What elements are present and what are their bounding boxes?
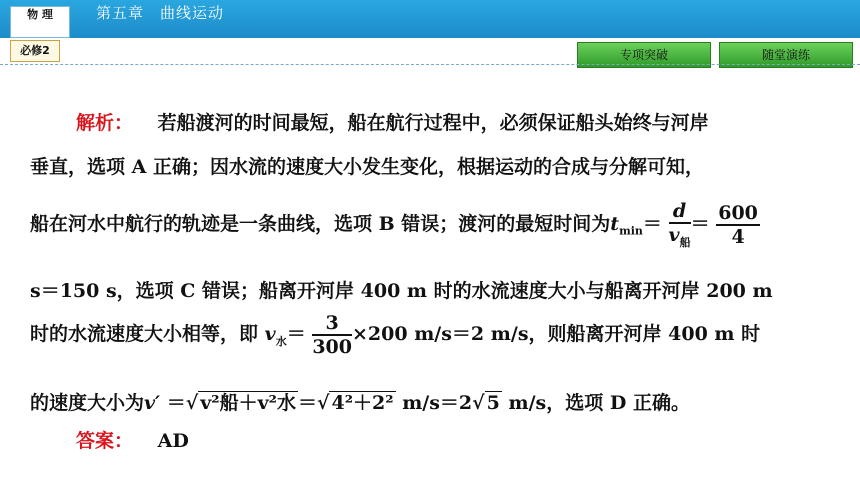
line-6-text-c: m/s，选项 D 正确。 — [508, 392, 690, 414]
sqrt-2: 4²＋2² — [331, 392, 394, 414]
header-bar — [0, 0, 860, 38]
line-6 — [30, 388, 690, 415]
subject-label: 物 理 — [27, 8, 53, 21]
answer-value: AD — [157, 430, 189, 452]
t-subscript: min — [619, 224, 643, 238]
sqrt-sign-1: √ — [185, 392, 199, 414]
header-divider — [0, 64, 860, 65]
fraction-300: 300 — [312, 336, 352, 358]
equals-3: ＝ — [286, 323, 306, 345]
sqrt-1: v²船＋v²水 — [200, 392, 296, 414]
line-6-text-a: 的速度大小为 — [30, 392, 145, 414]
line-1 — [30, 108, 709, 135]
line-6-text-b: m/s＝2 — [402, 392, 473, 414]
line-2: 垂直，选项 A 正确；因水流的速度大小发生变化，根据运动的合成与分解可知， — [30, 156, 704, 178]
fraction-d-over-v — [669, 200, 691, 250]
analysis-label: 解析： — [76, 112, 134, 134]
fraction-4: 4 — [731, 225, 745, 248]
line-5 — [30, 312, 760, 358]
fraction-numerator: d — [672, 200, 687, 222]
line-3-text: 船在河水中航行的轨迹是一条曲线，选项 B 错误；渡河的最短时间为 — [30, 212, 611, 235]
line-3 — [30, 200, 760, 250]
fraction-denominator: v — [668, 224, 680, 246]
line-5-text-a: 时的水流速度大小相等，即 — [30, 323, 259, 345]
fraction-3: 3 — [312, 312, 352, 336]
v-water: v — [264, 323, 276, 345]
equals-2: ＝ — [690, 212, 710, 235]
chapter-title: 第五章 曲线运动 — [96, 4, 225, 22]
equals-1: ＝ — [642, 212, 662, 235]
line-4: s＝150 s，选项 C 错误；船离开河岸 400 m 时的水流速度大小与船离开河岸 200 m — [30, 280, 773, 302]
sqrt-sign-2: √ — [316, 392, 330, 414]
answer-label: 答案： — [76, 430, 134, 452]
fraction-denominator-sub: 船 — [679, 235, 691, 249]
fraction-600-over-4 — [716, 202, 760, 248]
equals-4: ＝ — [166, 392, 186, 414]
sqrt-3: 5 — [486, 392, 500, 414]
sqrt-sign-3: √ — [472, 392, 485, 414]
answer-line — [30, 426, 189, 453]
fraction-3-over-300 — [312, 312, 352, 358]
line-5-text-b: ×200 m/s＝2 m/s，则船离开河岸 400 m 时 — [352, 323, 761, 345]
book-label: 必修2 — [10, 40, 60, 62]
v-water-sub: 水 — [275, 334, 287, 348]
fraction-600: 600 — [718, 201, 758, 224]
nav-button-practice[interactable]: 随堂演练 — [719, 42, 853, 68]
subject-tag — [10, 6, 70, 38]
line-1-text: 若船渡河的时间最短，船在航行过程中，必须保证船头始终与河岸 — [157, 112, 709, 134]
v-prime: v′ — [144, 392, 161, 414]
t-symbol: t — [610, 212, 620, 235]
equals-5: ＝ — [297, 392, 317, 414]
nav-button-special-topics[interactable]: 专项突破 — [577, 42, 711, 68]
